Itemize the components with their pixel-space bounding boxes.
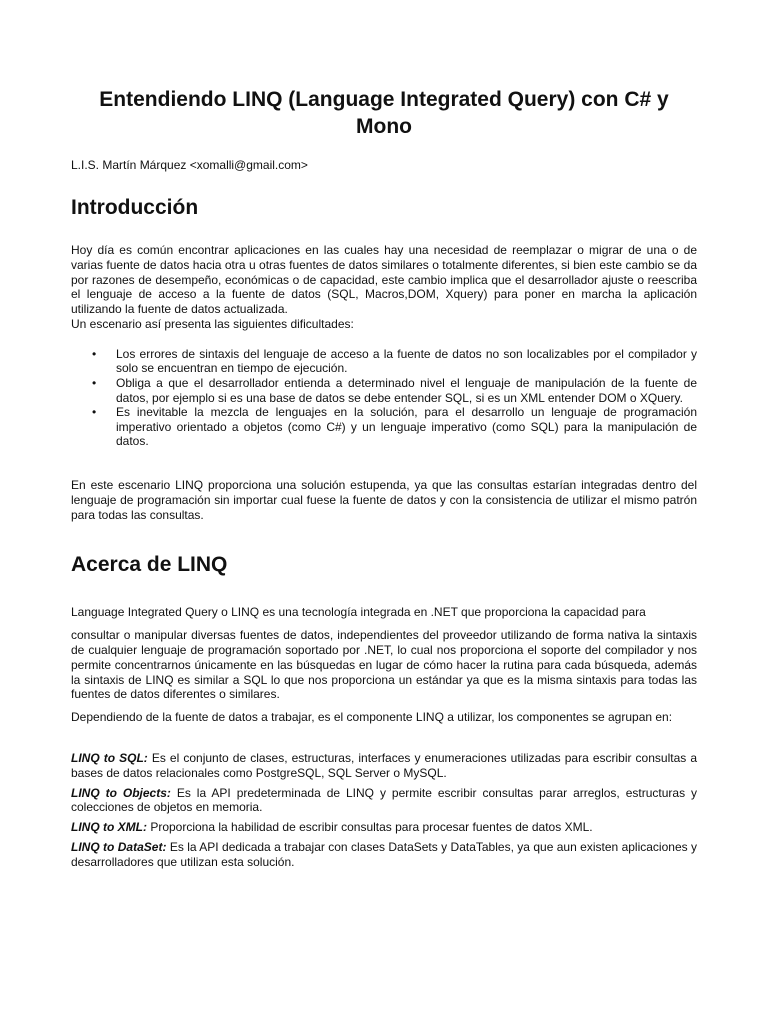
- bullet-icon: •: [92, 375, 97, 390]
- list-item: [92, 405, 697, 449]
- component-description: Proporciona la habilidad de escribir consultas para procesar fuentes de datos XML.: [146, 820, 593, 835]
- section-heading-acerca-de-linq: Acerca de LINQ: [71, 553, 228, 577]
- section-heading-introduccion: Introducción: [71, 196, 199, 219]
- bullet-icon: •: [92, 405, 97, 420]
- component-description: Es la API dedicada a trabajar con clases DataSets y DataTables, ya que aun existen aplicaciones y desarrolladores que utilizan esta solución.: [71, 839, 698, 869]
- about-paragraph-2: consultar o manipular diversas fuentes de datos, independientes del proveedor utilizando de forma nativa la sintaxis de cualquier lenguaje de programación soportado por .NET, lo cual nos proporciona el soporte del compilador y nos permite concentrarnos únicamente en las búsquedas en lugar de cómo hacer la rutina para cada búsqueda, además la sintaxis de LINQ es similar a SQL lo que nos proporciona un estándar ya que es la misma sintaxis para todas las fuentes de datos diferentes o similares.: [71, 628, 697, 702]
- about-paragraph-1: Language Integrated Query o LINQ es una tecnología integrada en .NET que proporciona la capacidad para: [71, 605, 646, 620]
- component-linq-to-dataset: [71, 840, 697, 870]
- list-item: [92, 375, 697, 405]
- intro-closing-paragraph: En este escenario LINQ proporciona una solución estupenda, ya que las consultas estarían integradas dentro del lenguaje de programación sin importar cual fuese la fuente de datos y con la consistencia de utilizar el mismo patrón para todas las consultas.: [71, 477, 697, 522]
- intro-paragraph: Hoy día es común encontrar aplicaciones en las cuales hay una necesidad de reemplazar o migrar de una o de varias fuente de datos hacia otra u otras fuentes de datos similares o totalmente diferentes, si bien este cambio se da por razones de desempeño, económicas o de capacidad, este cambio implica que el desarrollador ajuste o reescriba el lenguaje de acceso a la fuente de datos (SQL, Macros,DOM, Xquery) para poner en marcha la aplicación utilizando la fuente de datos actualizada.: [71, 243, 697, 317]
- component-term: LINQ to SQL:: [71, 750, 148, 765]
- component-term: LINQ to Objects:: [71, 785, 171, 800]
- component-term: LINQ to XML:: [71, 820, 147, 835]
- list-item-text: Los errores de sintaxis del lenguaje de acceso a la fuente de datos no son localizables por el compilador y solo se encuentran en tiempo de ejecución.: [116, 346, 697, 376]
- component-description: Es el conjunto de clases, estructuras, interfaces y enumeraciones utilizadas para escribir consultas a bases de datos relacionales como PostgreSQL, SQL Server o MySQL.: [71, 750, 697, 780]
- about-paragraph-3: Dependiendo de la fuente de datos a trabajar, es el componente LINQ a utilizar, los componentes se agrupan en:: [71, 710, 673, 725]
- bullet-icon: •: [92, 346, 97, 361]
- list-item-text: Es inevitable la mezcla de lenguajes en la solución, para el desarrollo un lenguaje de programación imperativo orientado a objetos (como C#) y un lenguaje imperativo (como SQL) para la manipulación de datos.: [116, 405, 697, 449]
- intro-lead: Un escenario así presenta las siguientes dificultades:: [71, 316, 354, 331]
- component-description: Es la API predeterminada de LINQ y permite escribir consultas parar arreglos, estructuras y colecciones de objetos en memoria.: [71, 785, 698, 815]
- difficulties-list: [71, 347, 697, 449]
- document-title: Entendiendo LINQ (Language Integrated Query) con C# y Mono: [99, 88, 669, 138]
- component-linq-to-sql: [71, 751, 697, 781]
- list-item: [92, 346, 697, 376]
- component-linq-to-objects: [71, 786, 697, 816]
- list-item-text: Obliga a que el desarrollador entienda a determinado nivel el lenguaje de manipulación de la fuente de datos, por ejemplo si es una base de datos se debe entender SQL, si es un XML entender DOM o XQuery.: [116, 375, 697, 405]
- component-linq-to-xml: [71, 820, 697, 835]
- author-line: L.I.S. Martín Márquez <xomalli@gmail.com>: [71, 158, 308, 172]
- document-body: [71, 86, 697, 869]
- component-term: LINQ to DataSet:: [71, 839, 167, 854]
